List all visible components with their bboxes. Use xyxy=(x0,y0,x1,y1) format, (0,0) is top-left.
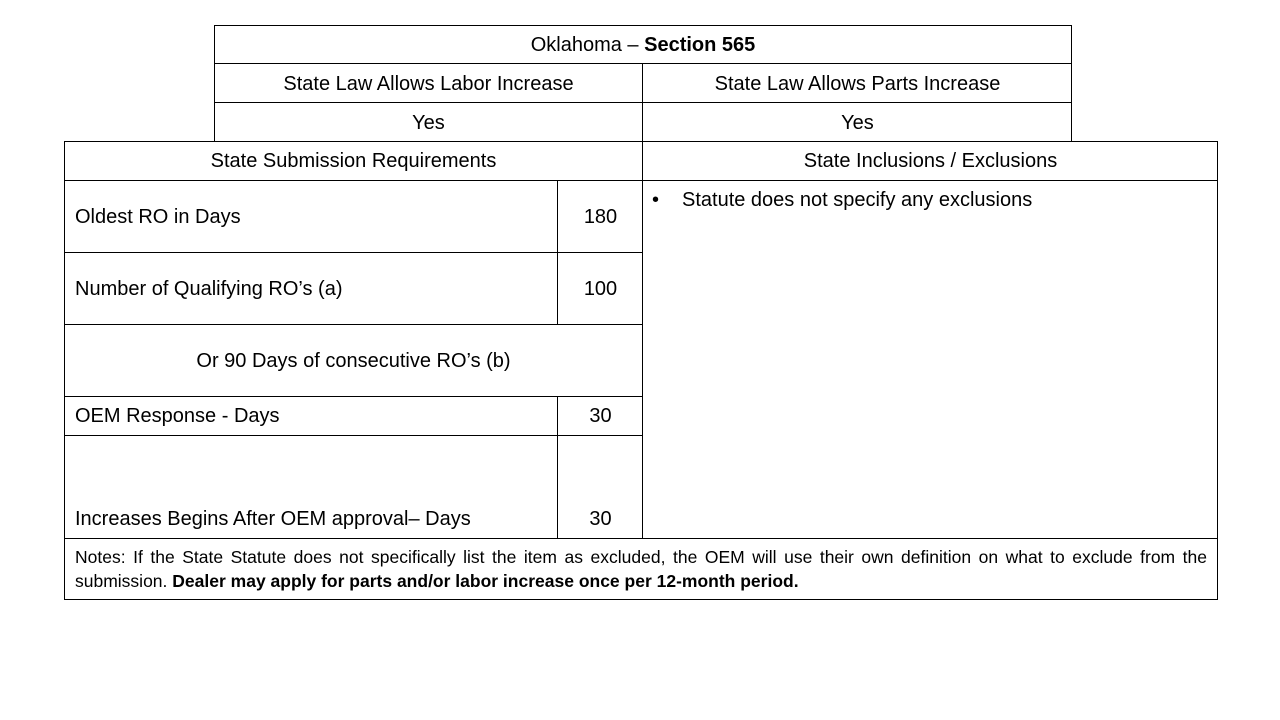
requirement-label: Number of Qualifying RO’s (a) xyxy=(75,278,343,300)
requirement-value: 100 xyxy=(583,278,618,300)
requirement-label: Increases Begins After OEM approval– Days xyxy=(75,508,471,530)
table-border xyxy=(64,180,1218,181)
table-border xyxy=(214,25,1072,26)
requirement-label: Or 90 Days of consecutive RO’s (b) xyxy=(196,350,511,372)
inclusions-exclusions-heading: State Inclusions / Exclusions xyxy=(803,150,1058,172)
table-border xyxy=(64,599,1218,600)
notes xyxy=(75,545,1207,593)
table-border xyxy=(64,141,1218,142)
title-separator: – xyxy=(621,34,645,56)
exclusion-item: • Statute does not specify any exclusions xyxy=(652,188,1032,212)
parts-increase-value: Yes xyxy=(841,112,874,134)
notes-text: Notes: If the State Statute does not specifically list the item as excluded, the OEM will use their own definition on what to exclude from the submission. xyxy=(75,547,1207,591)
notes-bold-text: Dealer may apply for parts and/or labor increase once per 12-month period. xyxy=(172,571,799,591)
table-title xyxy=(214,33,1072,57)
labor-increase-label: State Law Allows Labor Increase xyxy=(283,73,574,95)
requirement-label: OEM Response - Days xyxy=(75,405,280,427)
table-border xyxy=(1217,141,1218,600)
table-border xyxy=(214,102,1072,103)
requirement-value: 30 xyxy=(589,405,612,427)
table-border xyxy=(557,180,558,325)
requirement-label: Oldest RO in Days xyxy=(75,206,241,228)
labor-increase-value: Yes xyxy=(412,112,445,134)
state-name: Oklahoma xyxy=(530,34,622,56)
table-border xyxy=(64,538,1218,539)
exclusions-list xyxy=(652,188,1032,212)
parts-increase-label: State Law Allows Parts Increase xyxy=(714,73,1001,95)
table-border xyxy=(642,141,643,539)
table-border xyxy=(214,63,1072,64)
requirement-value: 180 xyxy=(583,206,618,228)
section-label: Section 565 xyxy=(644,34,756,56)
requirement-value: 30 xyxy=(589,508,612,530)
submission-requirements-heading: State Submission Requirements xyxy=(210,150,497,172)
